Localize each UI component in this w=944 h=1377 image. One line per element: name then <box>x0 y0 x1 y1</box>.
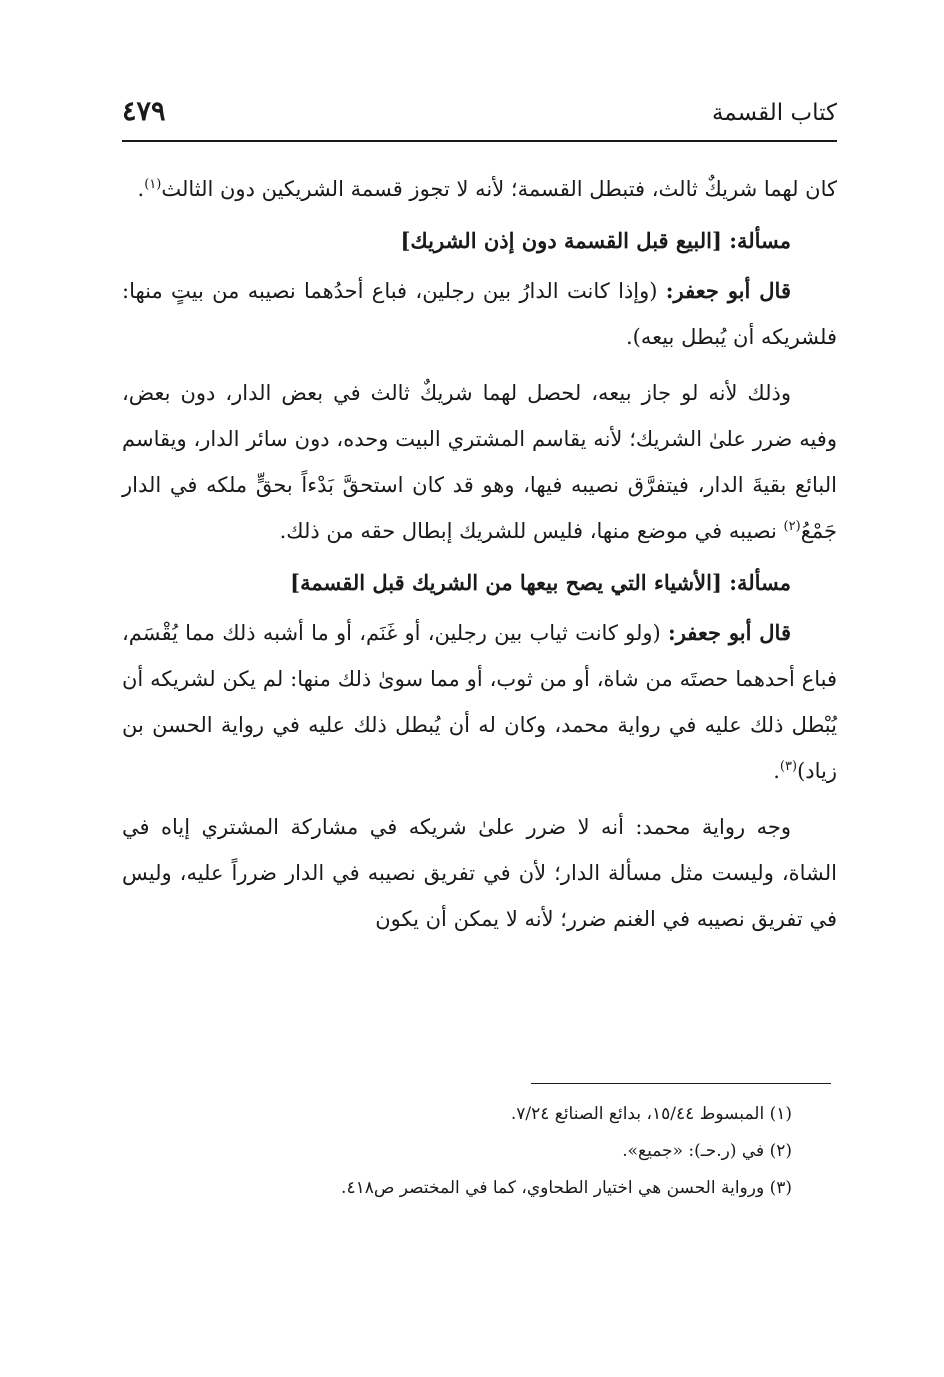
paragraph-1-end: . <box>137 177 145 201</box>
body-text <box>122 166 837 942</box>
paragraph-5: وجه رواية محمد: أنه لا ضرر علىٰ شريكه في مشاركة المشتري إياه في الشاة، وليست مثل مسألة الدار؛ لأن في تفريق نصيبه في الدار ضرراً عليه، وليس في تفريق نصيبه في الغنم ضرر؛ لأنه لا يمكن أن يكون <box>122 815 837 931</box>
footnote-1: (١) المبسوط ١٥/٤٤، بدائع الصنائع ٧/٢٤. <box>510 1104 792 1124</box>
paragraph-3 <box>122 370 837 554</box>
speaker-label: قال أبو جعفر: <box>665 278 791 303</box>
paragraph-4-text: (ولو كانت ثياب بين رجلين، أو غَنَم، أو ما أشبه ذلك مما يُقْسَم، فباع أحدهما حصتَه من شاة، أو من ثوب، أو مما سوىٰ ذلك منها: لم يكن لشريكه أن يُبْطل ذلك عليه في رواية محمد، وكان له أن يُبطل ذلك عليه في رواية الحسن بن زياد) <box>122 621 837 783</box>
section-heading-1: مسألة: [البيع قبل القسمة دون إذن الشريك] <box>400 228 791 253</box>
paragraph-4 <box>122 610 837 794</box>
speaker-label: قال أبو جعفر: <box>667 620 791 645</box>
footnote-ref-2: (٢) <box>783 519 801 534</box>
footnotes <box>122 1096 792 1207</box>
paragraph-4-end: . <box>773 759 780 783</box>
paragraph-1-text: كان لهما شريكٌ ثالث، فتبطل القسمة؛ لأنه لا تجوز قسمة الشريكين دون الثالث <box>161 177 837 201</box>
paragraph-2 <box>122 268 837 360</box>
section-heading-2: مسألة: [الأشياء التي يصح بيعها من الشريك قبل القسمة] <box>290 570 791 595</box>
footnote-separator <box>531 1083 831 1084</box>
footnote-ref-1: (١) <box>144 177 162 192</box>
footnote-2: (٢) في (ر.حـ): «جميع». <box>622 1141 792 1161</box>
footnote-3: (٣) ورواية الحسن هي اختيار الطحاوي، كما في المختصر ص٤١٨. <box>341 1178 792 1198</box>
footnote-ref-3: (٣) <box>779 759 798 774</box>
running-title: كتاب القسمة <box>711 100 837 126</box>
paragraph-2-text: (وإذا كانت الدارُ بين رجلين، فباع أحدُهما نصيبه من بيتٍ منها: فلشريكه أن يُبطل بيعه). <box>122 279 837 349</box>
page-number: ٤٧٩ <box>122 96 166 127</box>
paragraph-3-text-b: نصيبه في موضع منها، فليس للشريك إبطال حقه من ذلك. <box>279 519 784 543</box>
page-header <box>122 96 837 142</box>
paragraph-3-text-a: وذلك لأنه لو جاز بيعه، لحصل لهما شريكٌ ثالث في بعض الدار، دون بعض، وفيه ضرر علىٰ الشريك؛ لأنه يقاسم المشتري البيت وحده، دون سائر الدار، ويقاسم البائع بقيةَ الدار، فيتفرَّق نصيبه فيها، وهو قد كان استحقَّ بَدْءاً بحقٍّ ملكه في الدار جَمْعُ <box>122 381 837 543</box>
paragraph-1 <box>122 166 837 212</box>
